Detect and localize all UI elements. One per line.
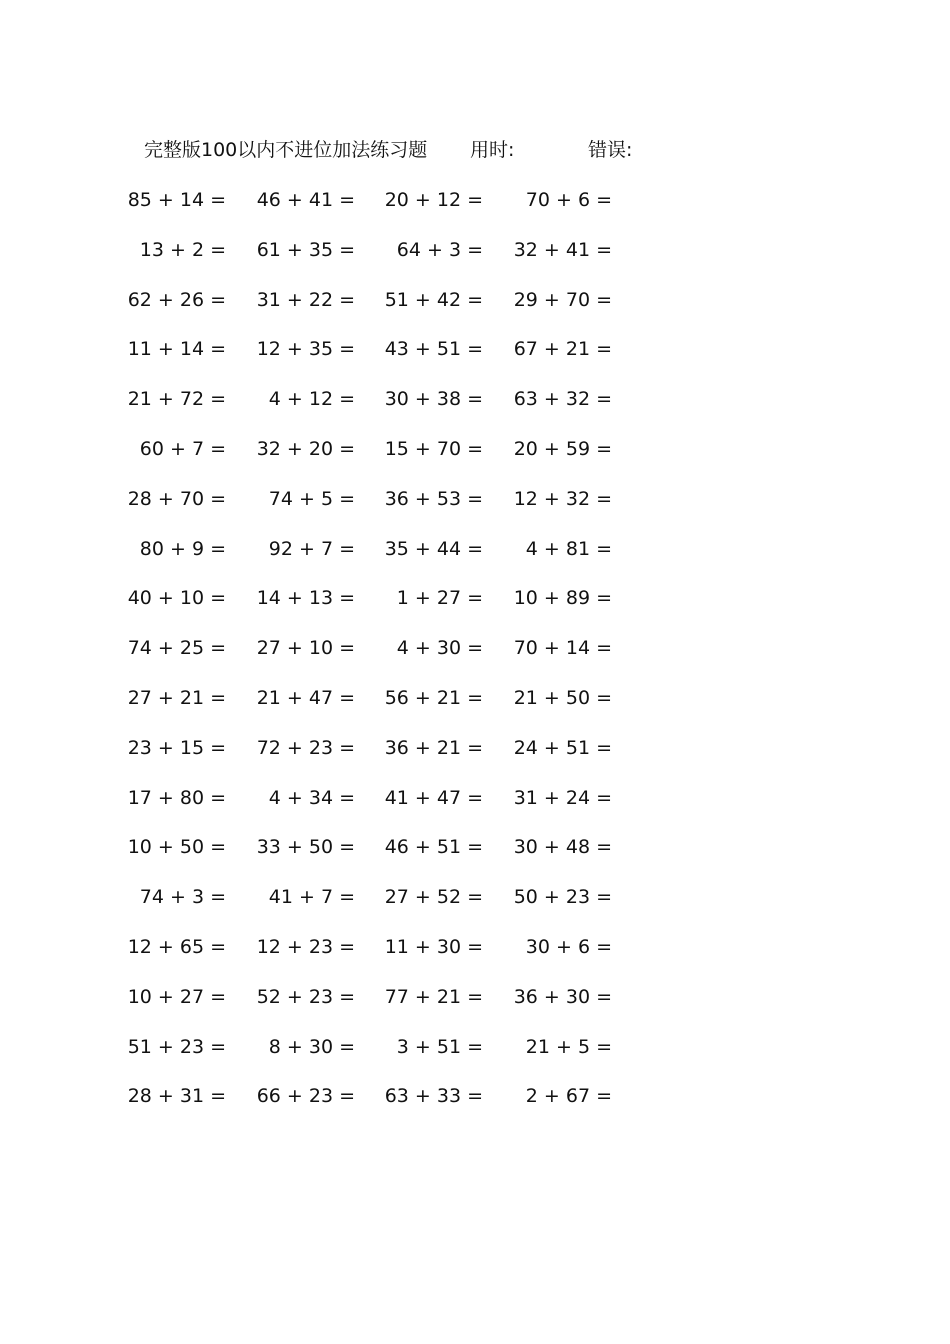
problem-item: 12 + 23 = [256,936,355,958]
problem-item: 63 + 33 = [384,1085,483,1107]
problem-item: 51 + 42 = [384,289,483,311]
problem-row [0,882,950,912]
problem-item: 32 + 41 = [513,239,612,261]
problem-row [0,484,950,514]
problem-item: 27 + 10 = [256,637,355,659]
problem-item: 4 + 34 = [268,787,355,809]
problem-item: 3 + 51 = [396,1036,483,1058]
problem-item: 41 + 7 = [268,886,355,908]
problem-item: 28 + 70 = [127,488,226,510]
problem-item: 20 + 59 = [513,438,612,460]
problem-row [0,334,950,364]
problem-item: 2 + 67 = [525,1085,612,1107]
problem-row [0,384,950,414]
problem-item: 46 + 51 = [384,836,483,858]
problem-item: 74 + 5 = [268,488,355,510]
problem-item: 11 + 30 = [384,936,483,958]
problem-item: 51 + 23 = [127,1036,226,1058]
problem-item: 11 + 14 = [127,338,226,360]
problem-row [0,1081,950,1111]
problem-row [0,932,950,962]
problem-item: 50 + 23 = [513,886,612,908]
problem-item: 70 + 14 = [513,637,612,659]
problem-item: 56 + 21 = [384,687,483,709]
problem-item: 60 + 7 = [139,438,226,460]
problem-item: 28 + 31 = [127,1085,226,1107]
problem-item: 30 + 6 = [525,936,612,958]
problem-item: 31 + 22 = [256,289,355,311]
problem-item: 61 + 35 = [256,239,355,261]
problem-item: 43 + 51 = [384,338,483,360]
problem-item: 52 + 23 = [256,986,355,1008]
problem-item: 30 + 38 = [384,388,483,410]
problem-row [0,783,950,813]
problem-item: 20 + 12 = [384,189,483,211]
problem-item: 70 + 6 = [525,189,612,211]
problem-item: 85 + 14 = [127,189,226,211]
problem-item: 80 + 9 = [139,538,226,560]
problem-item: 72 + 23 = [256,737,355,759]
problem-row [0,633,950,663]
problem-item: 4 + 12 = [268,388,355,410]
problem-item: 30 + 48 = [513,836,612,858]
problem-item: 4 + 30 = [396,637,483,659]
problem-item: 27 + 21 = [127,687,226,709]
problem-row [0,982,950,1012]
problem-item: 12 + 65 = [127,936,226,958]
problem-item: 24 + 51 = [513,737,612,759]
error-label: 错误: [588,139,633,161]
problem-item: 4 + 81 = [525,538,612,560]
problem-item: 29 + 70 = [513,289,612,311]
problem-row [0,733,950,763]
problem-item: 46 + 41 = [256,189,355,211]
problem-item: 10 + 50 = [127,836,226,858]
problem-row [0,235,950,265]
problem-row [0,285,950,315]
problem-item: 12 + 35 = [256,338,355,360]
problem-item: 64 + 3 = [396,239,483,261]
problem-row [0,185,950,215]
problem-item: 32 + 20 = [256,438,355,460]
problem-item: 14 + 13 = [256,587,355,609]
problem-item: 17 + 80 = [127,787,226,809]
problem-item: 15 + 70 = [384,438,483,460]
time-label: 用时: [470,139,515,161]
problem-row [0,832,950,862]
problem-item: 35 + 44 = [384,538,483,560]
problem-item: 67 + 21 = [513,338,612,360]
problem-row [0,1032,950,1062]
problem-item: 41 + 47 = [384,787,483,809]
problem-item: 13 + 2 = [139,239,226,261]
problem-item: 31 + 24 = [513,787,612,809]
problem-item: 23 + 15 = [127,737,226,759]
problem-row [0,583,950,613]
problem-item: 66 + 23 = [256,1085,355,1107]
problem-item: 8 + 30 = [268,1036,355,1058]
problem-item: 21 + 47 = [256,687,355,709]
problem-item: 10 + 27 = [127,986,226,1008]
problem-item: 10 + 89 = [513,587,612,609]
problem-item: 1 + 27 = [396,587,483,609]
problem-item: 33 + 50 = [256,836,355,858]
problem-row [0,683,950,713]
problem-item: 63 + 32 = [513,388,612,410]
problem-item: 21 + 50 = [513,687,612,709]
problem-item: 77 + 21 = [384,986,483,1008]
problem-row [0,534,950,564]
problem-item: 92 + 7 = [268,538,355,560]
problem-item: 27 + 52 = [384,886,483,908]
problem-row [0,434,950,464]
problem-item: 74 + 3 = [139,886,226,908]
problem-item: 36 + 30 = [513,986,612,1008]
problem-item: 36 + 53 = [384,488,483,510]
problem-item: 36 + 21 = [384,737,483,759]
problem-item: 21 + 72 = [127,388,226,410]
worksheet-title: 完整版100以内不进位加法练习题 [144,139,428,161]
problem-item: 21 + 5 = [525,1036,612,1058]
problem-item: 62 + 26 = [127,289,226,311]
problem-item: 12 + 32 = [513,488,612,510]
problem-item: 40 + 10 = [127,587,226,609]
problem-item: 74 + 25 = [127,637,226,659]
